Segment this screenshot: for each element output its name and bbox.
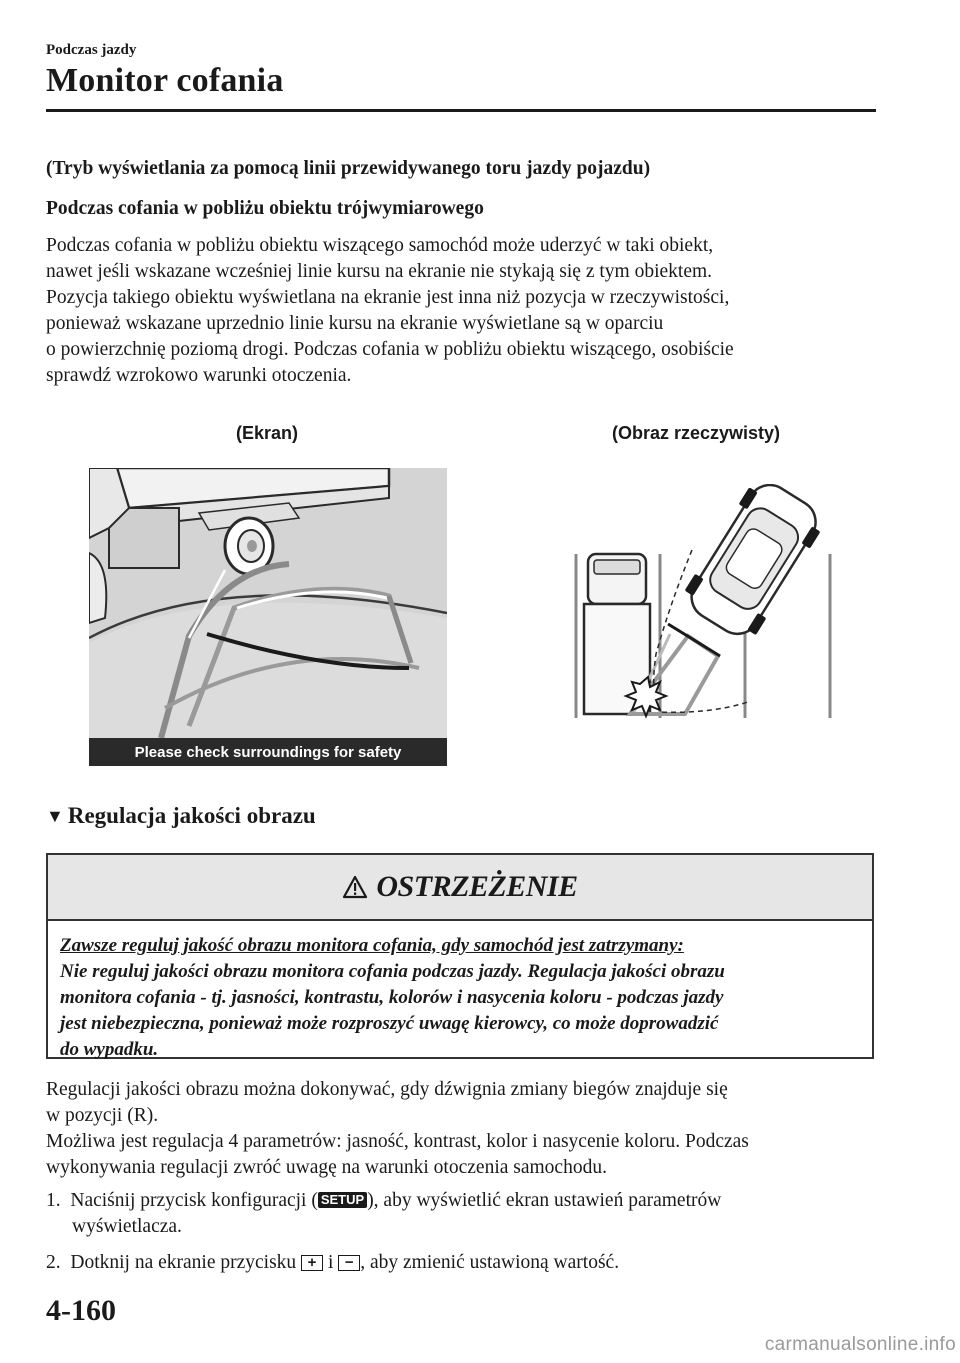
- paragraph-line: Pozycja takiego obiektu wyświetlana na ekranie jest inna niż pozycja w rzeczywistości,: [46, 287, 730, 308]
- body-line: w pozycji (R).: [46, 1105, 159, 1126]
- warning-line: monitora cofania - tj. jasności, kontrastu, kolorów i nasycenia koloru - podczas jazdy: [60, 987, 724, 1008]
- plus-key-icon: +: [301, 1255, 323, 1271]
- paragraph-line: sprawdź wzrokowo warunki otoczenia.: [46, 365, 352, 386]
- setup-key: SETUP: [318, 1192, 367, 1208]
- step-number: 1.: [46, 1190, 61, 1211]
- step-2: 2. Dotknij na ekranie przycisku + i − , aby zmienić ustawioną wartość.: [46, 1252, 620, 1273]
- section-marker-icon: ▼: [46, 806, 64, 826]
- running-header: Podczas jazdy: [46, 42, 137, 58]
- body-line: wykonywania regulacji zwróć uwagę na warunki otoczenia samochodu.: [46, 1157, 607, 1178]
- camera-screen-illustration: [89, 468, 447, 766]
- body-paragraph: [46, 1077, 876, 1181]
- intro-paragraph: [46, 233, 876, 389]
- body-line: Regulacji jakości obrazu można dokonywać, gdy dźwignia zmiany biegów znajduje się: [46, 1079, 728, 1100]
- page-title: Monitor cofania: [46, 62, 284, 99]
- warning-line: jest niebezpieczna, ponieważ może rozproszyć uwagę kierowcy, co może doprowadzić: [60, 1013, 719, 1034]
- warning-lead: Zawsze reguluj jakość obrazu monitora cofania, gdy samochód jest zatrzymany:: [60, 935, 684, 956]
- real-view-illustration: [560, 484, 850, 724]
- step-number: 2.: [46, 1252, 61, 1273]
- warning-title: OSTRZEŻENIE: [376, 870, 578, 903]
- page-number: 4-160: [46, 1294, 116, 1327]
- paragraph-line: Podczas cofania w pobliżu obiektu wiszącego samochód może uderzyć w taki obiekt,: [46, 235, 714, 256]
- paragraph-line: o powierzchnię poziomą drogi. Podczas cofania w pobliżu obiektu wiszącego, osobiście: [46, 339, 734, 360]
- warning-line: do wypadku.: [60, 1039, 159, 1060]
- figure-caption-real: (Obraz rzeczywisty): [612, 423, 781, 443]
- step-1: 1. Naciśnij przycisk konfiguracji ( SETUP ), aby wyświetlić ekran ustawień parametrów wyświetlacza.: [46, 1190, 722, 1237]
- body-line: Możliwa jest regulacja 4 parametrów: jasność, kontrast, kolor i nasycenie koloru. Podczas: [46, 1131, 749, 1152]
- warning-body: [48, 921, 872, 1063]
- section-heading: [46, 803, 316, 829]
- warning-header: [48, 855, 872, 921]
- warning-line: Nie reguluj jakości obrazu monitora cofania podczas jazdy. Regulacja jakości obrazu: [60, 961, 725, 982]
- watermark: carmanualsonline.info: [764, 1334, 956, 1355]
- figure-caption-screen: (Ekran): [236, 423, 299, 443]
- minus-key-icon: −: [338, 1255, 360, 1271]
- mode-heading: (Tryb wyświetlania za pomocą linii przewidywanego toru jazdy pojazdu): [46, 158, 651, 179]
- screen-banner-text: Please check surroundings for safety: [134, 744, 402, 761]
- warning-triangle-icon: [342, 875, 368, 899]
- warning-box: [46, 853, 874, 1059]
- sub-heading: Podczas cofania w pobliżu obiektu trójwymiarowego: [46, 198, 484, 219]
- paragraph-line: nawet jeśli wskazane wcześniej linie kursu na ekranie nie stykają się z tym obiektem.: [46, 261, 713, 282]
- section-title: Regulacja jakości obrazu: [67, 803, 316, 828]
- title-divider: [46, 109, 876, 112]
- paragraph-line: ponieważ wskazane uprzednio linie kursu na ekranie wyświetlane są w oparciu: [46, 313, 664, 334]
